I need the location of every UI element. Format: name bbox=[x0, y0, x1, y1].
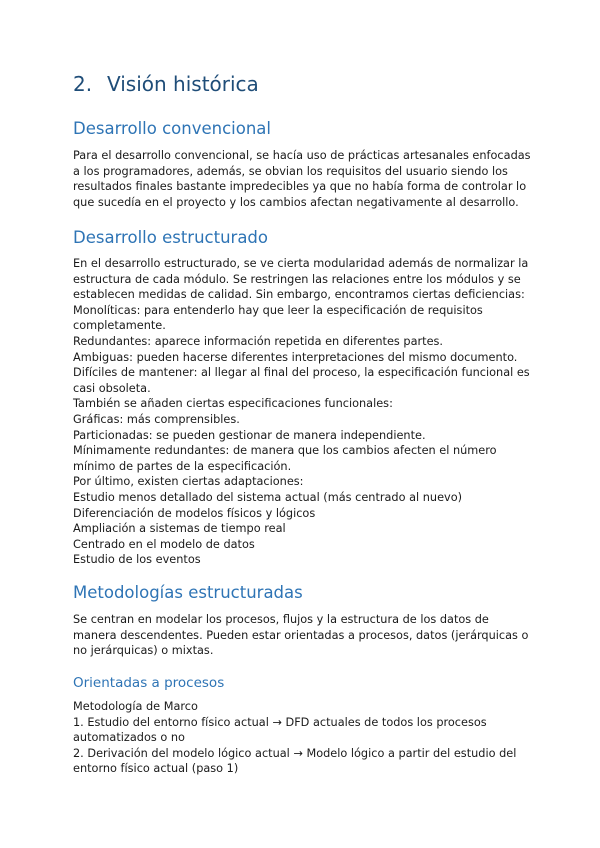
text-line: Para el desarrollo convencional, se hacía uso de prácticas artesanales enfocadas bbox=[73, 149, 531, 162]
paragraph-desarrollo-estructurado bbox=[73, 256, 533, 568]
text-line: Ampliación a sistemas de tiempo real bbox=[73, 522, 286, 536]
section-title: Visión histórica bbox=[107, 72, 259, 96]
text-line: casi obsoleta. bbox=[73, 381, 151, 395]
text-line: Metodología de Marco bbox=[73, 700, 198, 713]
text-line: resultados finales bastante impredecibles ya que no había forma de controlar lo bbox=[73, 180, 527, 194]
section-heading bbox=[73, 72, 259, 96]
paragraph-orientadas-a-procesos bbox=[73, 699, 533, 777]
text-line: a los programadores, además, se obvian los requisitos del usuario siendo los bbox=[73, 164, 508, 178]
text-line: Se centran en modelar los procesos, flujos y la estructura de los datos de bbox=[73, 613, 489, 626]
text-line: Particionadas: se pueden gestionar de manera independiente. bbox=[73, 428, 426, 442]
heading-desarrollo-estructurado: Desarrollo estructurado bbox=[73, 228, 269, 247]
text-line: entorno físico actual (paso 1) bbox=[73, 762, 239, 776]
text-line: Mínimamente redundantes: de manera que los cambios afecten el número bbox=[73, 444, 497, 458]
text-line: manera descendentes. Pueden estar orientadas a procesos, datos (jerárquicas o bbox=[73, 628, 529, 642]
heading-desarrollo-convencional: Desarrollo convencional bbox=[73, 119, 271, 138]
text-line: no jerárquicas) o mixtas. bbox=[73, 644, 214, 658]
text-line: También se añaden ciertas especificaciones funcionales: bbox=[73, 397, 393, 411]
paragraph-metodologias-estructuradas bbox=[73, 612, 533, 659]
text-line: Por último, existen ciertas adaptaciones: bbox=[73, 475, 304, 489]
text-line: Ambiguas: pueden hacerse diferentes interpretaciones del mismo documento. bbox=[73, 350, 518, 364]
text-line: establecen medidas de calidad. Sin embargo, encontramos ciertas deficiencias: bbox=[73, 288, 525, 302]
text-line: Difíciles de mantener: al llegar al final del proceso, la especificación funcional es bbox=[73, 366, 530, 380]
text-line: completamente. bbox=[73, 319, 166, 333]
text-line: Diferenciación de modelos físicos y lógicos bbox=[73, 506, 316, 520]
paragraph-desarrollo-convencional bbox=[73, 148, 533, 210]
heading-orientadas-a-procesos: Orientadas a procesos bbox=[73, 675, 225, 691]
text-line: Redundantes: aparece información repetida en diferentes partes. bbox=[73, 334, 444, 348]
text-line: Monolíticas: para entenderlo hay que leer la especificación de requisitos bbox=[73, 303, 483, 317]
text-line: que sucedía en el proyecto y los cambios afectan negativamente al desarrollo. bbox=[73, 195, 519, 209]
text-line: Centrado en el modelo de datos bbox=[73, 537, 255, 551]
text-line: 2. Derivación del modelo lógico actual → Modelo lógico a partir del estudio del bbox=[73, 746, 517, 760]
text-line: Estudio de los eventos bbox=[73, 553, 201, 567]
section-number: 2. bbox=[73, 72, 93, 96]
heading-metodologias-estructuradas: Metodologías estructuradas bbox=[73, 583, 303, 602]
text-line: automatizados o no bbox=[73, 731, 185, 745]
text-line: Estudio menos detallado del sistema actual (más centrado al nuevo) bbox=[73, 490, 463, 504]
text-line: Gráficas: más comprensibles. bbox=[73, 412, 240, 426]
text-line: 1. Estudio del entorno físico actual → DFD actuales de todos los procesos bbox=[73, 715, 487, 729]
text-line: En el desarrollo estructurado, se ve cierta modularidad además de normalizar la bbox=[73, 257, 529, 270]
text-line: estructura de cada módulo. Se restringen las relaciones entre los módulos y se bbox=[73, 272, 521, 286]
text-line: mínimo de partes de la especificación. bbox=[73, 459, 292, 473]
